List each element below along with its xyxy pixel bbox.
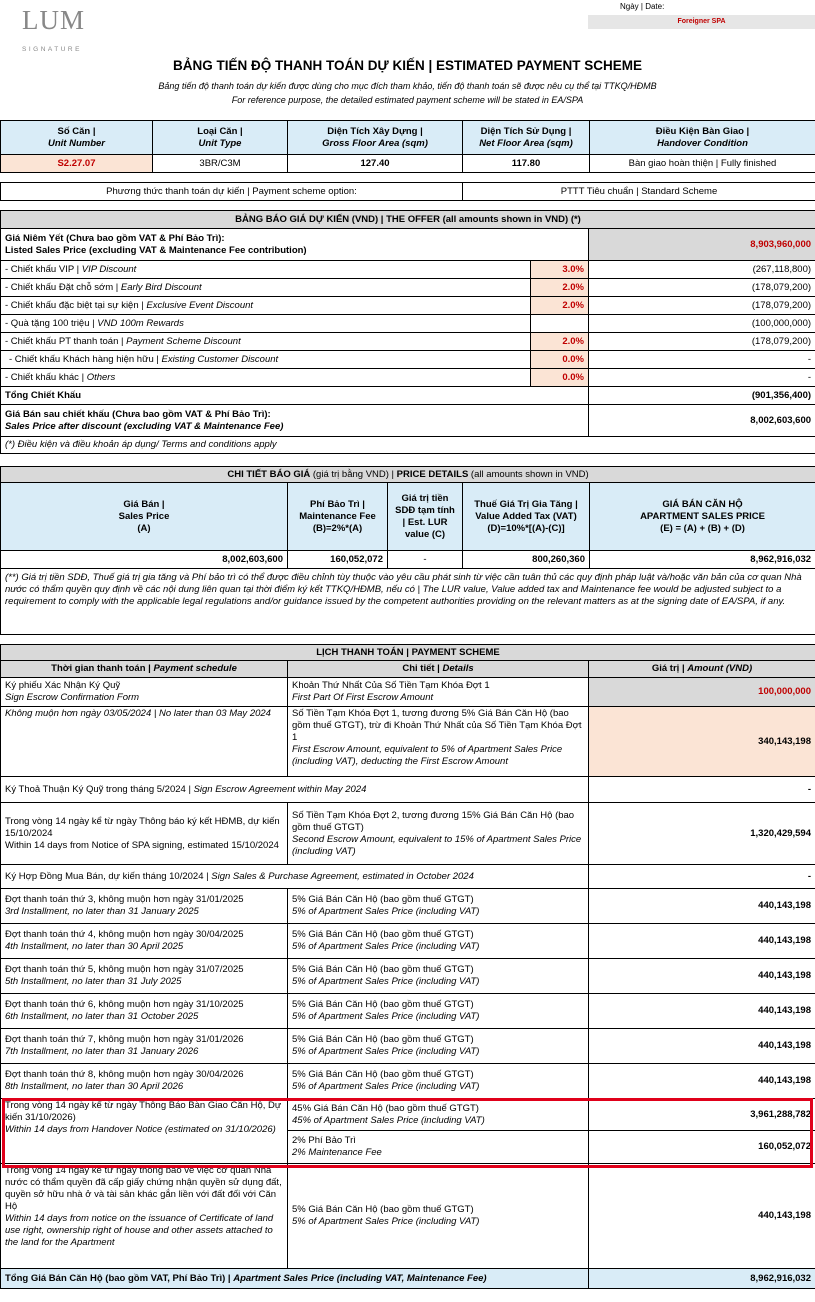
unit-table	[0, 120, 815, 173]
row-detail: Số Tiền Tạm Khóa Đợt 2, tương đương 15% Giá Bán Căn Hộ (bao gồm thuế GTGT) Second Escrow Amount, equivalent to 15% of Apartment Sales Price (including VAT)	[288, 803, 589, 865]
apartment-price-value: 8,962,916,032	[590, 551, 815, 569]
discount-others-amount: -	[589, 369, 815, 387]
discount-rewards-amount: (100,000,000)	[589, 315, 815, 333]
row-detail: 5% Giá Bán Căn Hộ (bao gồm thuế GTGT) 5% of Apartment Sales Price (including VAT)	[288, 994, 589, 1029]
row-amount: 440,143,198	[589, 959, 815, 994]
handover-detail-b: 2% Phí Bảo Trì 2% Maintenance Fee	[288, 1131, 589, 1164]
discount-scheme-label: - Chiết khấu PT thanh toán | Payment Scheme Discount	[1, 333, 531, 351]
row-amount: 100,000,000	[589, 678, 815, 707]
row-amount: 440,143,198	[589, 924, 815, 959]
gross-area-header: Diện Tích Xây Dựng | Gross Floor Area (sqm)	[288, 121, 463, 155]
row-detail: Khoản Thứ Nhất Của Số Tiền Tạm Khóa Đợt 1 First Part Of First Escrow Amount	[288, 678, 589, 707]
table-row	[1, 889, 815, 924]
table-row	[1, 1064, 815, 1099]
adjustment-note: (**) Giá trị tiền SDĐ, Thuế giá trị gia tăng và Phí bảo trì có thể được điều chỉnh tùy thuộc vào yêu cầu phát sinh từ việc cần tuân thủ các quy định pháp luật và/hoặc văn bản của cơ quan Nhà nước có thẩm quyền quy định về các nội dung liên quan tại thời điểm ký kết TTKQ/HĐMB, nếu có | The LUR value, Value added tax and Maintenance fee would be adjusted subject to a requirement to comply with the applicable legal regulations and/or guidance issued by the competent authorities providing on the relevant matters as at the signing date of EA/SPA, if any.	[1, 569, 815, 635]
discount-event-pct: 2.0%	[531, 297, 589, 315]
total-row	[1, 1269, 815, 1289]
gross-area-value: 127.40	[288, 155, 463, 173]
listed-price-label: Giá Niêm Yết (Chưa bao gồm VAT & Phí Bảo Trì): Listed Sales Price (excluding VAT & Maintenance Fee contribution)	[1, 229, 589, 261]
price-details-table	[0, 466, 815, 635]
discount-existing-amount: -	[589, 351, 815, 369]
schedule-col-amount: Giá trị | Amount (VND)	[589, 661, 815, 678]
apartment-price-header: GIÁ BÁN CĂN HỘ APARTMENT SALES PRICE (E) = (A) + (B) + (D)	[590, 483, 815, 551]
table-row	[1, 994, 815, 1029]
date-value: Foreigner SPA	[588, 15, 815, 29]
table-row	[1, 777, 815, 803]
row-amount: 340,143,198	[589, 707, 815, 777]
row-time: Trong vòng 14 ngày kể từ ngày Thông báo ký kết HĐMB, dự kiến 15/10/2024 Within 14 days from Notice of SPA signing, estimated 15/10/2024	[1, 803, 288, 865]
table-row	[1, 803, 815, 865]
lur-value-header: Giá trị tiền SDĐ tạm tính | Est. LUR value (C)	[388, 483, 463, 551]
discount-rewards-label: - Quà tặng 100 triệu | VND 100m Rewards	[1, 315, 531, 333]
row-time: Ký phiếu Xác Nhận Ký Quỹ Sign Escrow Confirmation Form	[1, 678, 288, 707]
maintenance-fee-header: Phí Bảo Trì | Maintenance Fee (B)=2%*(A)	[288, 483, 388, 551]
total-label: Tổng Giá Bán Căn Hộ (bao gồm VAT, Phí Bảo Trì) | Apartment Sales Price (including VAT, Maintenance Fee)	[1, 1269, 589, 1289]
net-area-header: Diện Tích Sử Dụng | Net Floor Area (sqm)	[463, 121, 590, 155]
unit-number-value: S2.27.07	[1, 155, 153, 173]
discount-existing-label: - Chiết khấu Khách hàng hiện hữu | Existing Customer Discount	[1, 351, 531, 369]
row-amount: 440,143,198	[589, 994, 815, 1029]
row-time: Đợt thanh toán thứ 4, không muộn hơn ngày 30/04/2025 4th Installment, no later than 30 April 2025	[1, 924, 288, 959]
price-details-header: CHI TIẾT BÁO GIÁ (giá trị bằng VND) | PRICE DETAILS (all amounts shown in VND)	[1, 467, 815, 483]
offer-header: BẢNG BÁO GIÁ DỰ KIẾN (VND) | THE OFFER (all amounts shown in VND) (*)	[1, 211, 815, 229]
final-time: Trong vòng 14 ngày kể từ ngày thông báo về việc cơ quan Nhà nước có thẩm quyền đã cấp giấy chứng nhận quyền sử dụng đất, quyền sở hữu nhà ở và tài sản khác gắn liền với đất đối với Căn Hộ Within 14 days from notice on the issuance of Certificate of land use right, ownership right of house and other assets attached to the land for the Apartment	[1, 1164, 288, 1269]
row-amount: -	[589, 865, 815, 889]
schedule-col-time: Thời gian thanh toán | Payment schedule	[1, 661, 288, 678]
discount-vip-amount: (267,118,800)	[589, 261, 815, 279]
discount-early-amount: (178,079,200)	[589, 279, 815, 297]
row-milestone: Ký Thoả Thuận Ký Quỹ trong tháng 5/2024 | Sign Escrow Agreement within May 2024	[1, 777, 589, 803]
row-detail: 5% Giá Bán Căn Hộ (bao gồm thuế GTGT) 5% of Apartment Sales Price (including VAT)	[288, 1029, 589, 1064]
offer-table	[0, 210, 815, 454]
total-discount-value: (901,356,400)	[589, 387, 815, 405]
handover-amount-b: 160,052,072	[589, 1131, 815, 1164]
scheme-label: Phương thức thanh toán dự kiến | Payment scheme option:	[1, 183, 463, 201]
handover-amount-a: 3,961,288,782	[589, 1099, 815, 1131]
row-time: Không muộn hơn ngày 03/05/2024 | No later than 03 May 2024	[1, 707, 288, 777]
handover-detail-a: 45% Giá Bán Căn Hộ (bao gồm thuế GTGT) 45% of Apartment Sales Price (including VAT)	[288, 1099, 589, 1131]
row-detail: 5% Giá Bán Căn Hộ (bao gồm thuế GTGT) 5% of Apartment Sales Price (including VAT)	[288, 959, 589, 994]
discount-rewards-pct	[531, 315, 589, 333]
row-amount: 440,143,198	[589, 1029, 815, 1064]
unit-number-header: Số Căn | Unit Number	[1, 121, 153, 155]
row-time: Đợt thanh toán thứ 8, không muộn hơn ngày 30/04/2026 8th Installment, no later than 30 April 2026	[1, 1064, 288, 1099]
row-time: Đợt thanh toán thứ 6, không muộn hơn ngày 31/10/2025 6th Installment, no later than 31 October 2025	[1, 994, 288, 1029]
subtitle-vi: Bảng tiến độ thanh toán dự kiến được dùng cho mục đích tham khảo, tiến độ thanh toán sẽ được nêu cụ thể tại TTKQ/HĐMB	[158, 81, 657, 91]
scheme-option-table	[0, 182, 815, 201]
total-value: 8,962,916,032	[589, 1269, 815, 1289]
scheme-value: PTTT Tiêu chuẩn | Standard Scheme	[463, 183, 815, 201]
table-row	[1, 1029, 815, 1064]
payment-schedule-table	[0, 644, 815, 1289]
row-amount: -	[589, 777, 815, 803]
unit-type-value: 3BR/C3M	[153, 155, 288, 173]
table-row	[1, 707, 815, 777]
row-time: Đợt thanh toán thứ 5, không muộn hơn ngày 31/07/2025 5th Installment, no later than 31 July 2025	[1, 959, 288, 994]
row-amount: 440,143,198	[589, 1064, 815, 1099]
row-milestone: Ký Hợp Đồng Mua Bán, dự kiến tháng 10/2024 | Sign Sales & Purchase Agreement, estimated in October 2024	[1, 865, 589, 889]
unit-type-header: Loại Căn | Unit Type	[153, 121, 288, 155]
discount-event-label: - Chiết khấu đặc biệt tại sự kiện | Exclusive Event Discount	[1, 297, 531, 315]
handover-value: Bàn giao hoàn thiện | Fully finished	[590, 155, 815, 173]
schedule-col-details: Chi tiết | Details	[288, 661, 589, 678]
discount-event-amount: (178,079,200)	[589, 297, 815, 315]
discount-scheme-amount: (178,079,200)	[589, 333, 815, 351]
vat-header: Thuế Giá Trị Gia Tăng | Value Added Tax (VAT) (D)=10%*[(A)-(C)]	[463, 483, 590, 551]
final-amount: 440,143,198	[589, 1164, 815, 1269]
row-amount: 1,320,429,594	[589, 803, 815, 865]
table-row	[1, 1099, 815, 1131]
logo-wordmark: LUM	[22, 5, 85, 35]
table-row	[1, 865, 815, 889]
maintenance-fee-value: 160,052,072	[288, 551, 388, 569]
table-row	[1, 924, 815, 959]
discount-existing-pct: 0.0%	[531, 351, 589, 369]
discount-vip-label: - Chiết khấu VIP | VIP Discount	[1, 261, 531, 279]
sales-price-header: Giá Bán | Sales Price (A)	[1, 483, 288, 551]
table-row	[1, 678, 815, 707]
row-amount: 440,143,198	[589, 889, 815, 924]
date-label: Ngày | Date:	[620, 2, 665, 11]
terms-note: (*) Điều kiện và điều khoản áp dụng/ Terms and conditions apply	[1, 437, 815, 454]
table-row	[1, 1164, 815, 1269]
discount-others-pct: 0.0%	[531, 369, 589, 387]
lur-value: -	[388, 551, 463, 569]
discount-others-label: - Chiết khấu khác | Others	[1, 369, 531, 387]
brand-logo	[22, 6, 112, 53]
listed-price-value: 8,903,960,000	[589, 229, 815, 261]
handover-header: Điều Kiện Bàn Giao | Handover Condition	[590, 121, 815, 155]
row-detail: Số Tiền Tạm Khóa Đợt 1, tương đương 5% Giá Bán Căn Hộ (bao gồm thuế GTGT), trừ đi Khoản Thứ Nhất của Số Tiền Tạm Khóa Đợt 1 First Escrow Amount, equivalent to 5% of Apartment Sales Price (including VAT), deducting the First Escrow Amount	[288, 707, 589, 777]
sales-price-value: 8,002,603,600	[1, 551, 288, 569]
logo-tagline: SIGNATURE	[22, 46, 82, 53]
page-title: BẢNG TIẾN ĐỘ THANH TOÁN DỰ KIẾN | ESTIMATED PAYMENT SCHEME	[173, 58, 642, 73]
discount-vip-pct: 3.0%	[531, 261, 589, 279]
row-time: Đợt thanh toán thứ 3, không muộn hơn ngày 31/01/2025 3rd Installment, no later than 31 January 2025	[1, 889, 288, 924]
discount-early-pct: 2.0%	[531, 279, 589, 297]
subtitle-en: For reference purpose, the detailed estimated payment scheme will be stated in EA/SPA	[231, 95, 584, 105]
row-detail: 5% Giá Bán Căn Hộ (bao gồm thuế GTGT) 5% of Apartment Sales Price (including VAT)	[288, 1064, 589, 1099]
row-detail: 5% Giá Bán Căn Hộ (bao gồm thuế GTGT) 5% of Apartment Sales Price (including VAT)	[288, 924, 589, 959]
total-discount-label: Tổng Chiết Khấu	[1, 387, 589, 405]
price-after-discount-value: 8,002,603,600	[589, 405, 815, 437]
handover-time: Trong vòng 14 ngày kể từ ngày Thông Báo Bàn Giao Căn Hộ, Dự kiến 31/10/2026) Within 14 days from Handover Notice (estimated on 31/10/2026)	[1, 1099, 288, 1164]
table-row	[1, 959, 815, 994]
date-block	[588, 2, 815, 29]
schedule-header: LỊCH THANH TOÁN | PAYMENT SCHEME	[1, 645, 815, 661]
final-detail: 5% Giá Bán Căn Hộ (bao gồm thuế GTGT) 5% of Apartment Sales Price (including VAT)	[288, 1164, 589, 1269]
discount-early-label: - Chiết khấu Đặt chỗ sớm | Early Bird Discount	[1, 279, 531, 297]
price-after-discount-label: Giá Bán sau chiết khấu (Chưa bao gồm VAT & Phí Bảo Trì): Sales Price after discount (excluding VAT & Maintenance Fee)	[1, 405, 589, 437]
row-time: Đợt thanh toán thứ 7, không muộn hơn ngày 31/01/2026 7th Installment, no later than 31 January 2026	[1, 1029, 288, 1064]
net-area-value: 117.80	[463, 155, 590, 173]
discount-scheme-pct: 2.0%	[531, 333, 589, 351]
row-detail: 5% Giá Bán Căn Hộ (bao gồm thuế GTGT) 5% of Apartment Sales Price (including VAT)	[288, 889, 589, 924]
vat-value: 800,260,360	[463, 551, 590, 569]
